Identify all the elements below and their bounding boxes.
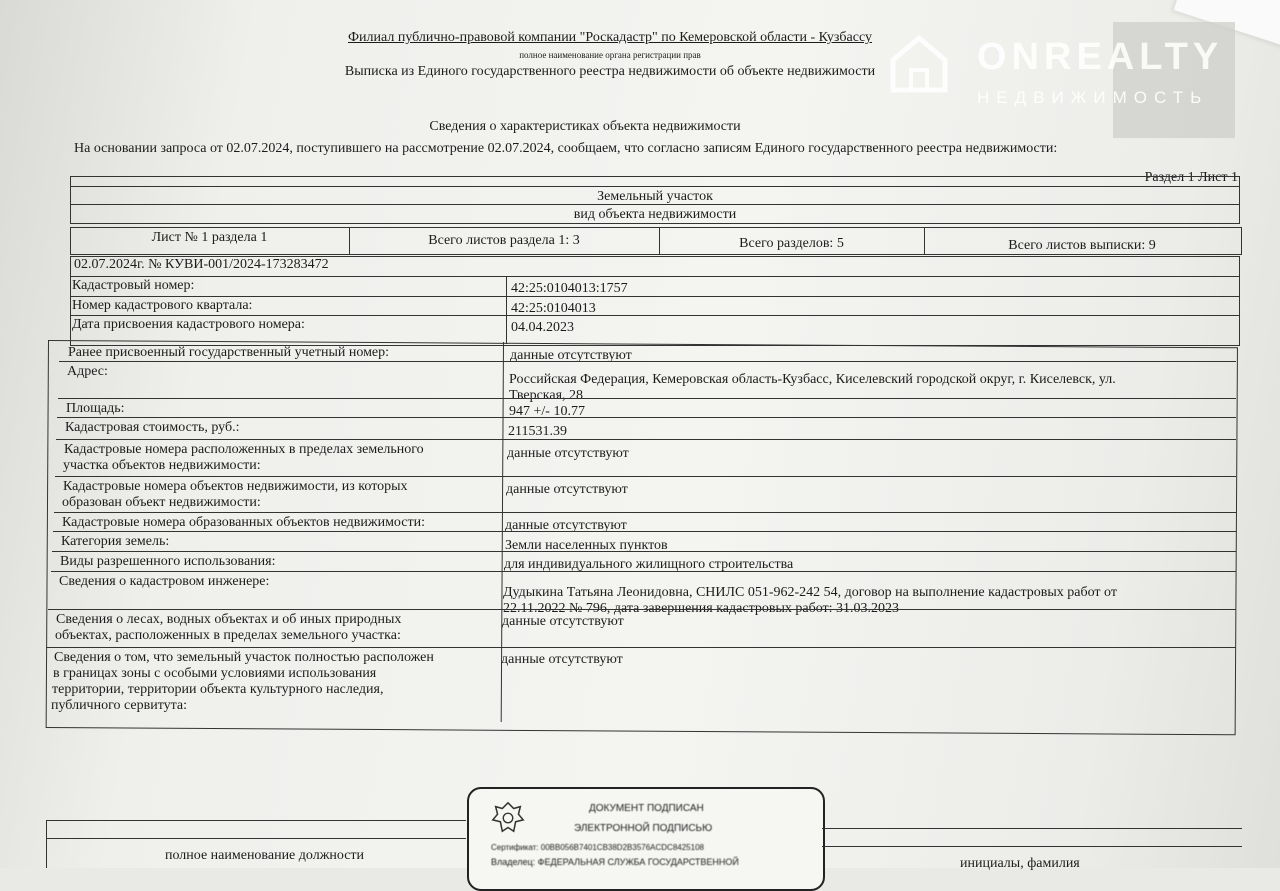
divider [51,571,1236,572]
divider [59,361,1236,362]
divider [46,820,466,821]
divider [46,647,1236,648]
divider [54,512,1236,513]
detail-value: данные отсутствуют [510,348,632,363]
id-value: 42:25:0104013 [511,301,596,316]
detail-label: Сведения о том, что земельный участок полностью расположен [54,650,434,665]
divider [822,846,1242,847]
emblem-icon [489,799,527,837]
detail-value: данные отсутствуют [507,446,629,461]
divider [58,398,1236,399]
detail-label: Кадастровые номера образованных объектов недвижимости: [62,515,425,530]
section-title: Сведения о характеристиках объекта недвижимости [429,119,741,134]
id-label: Номер кадастрового квартала: [72,298,253,313]
divider [46,820,47,868]
detail-value: Земли населенных пунктов [505,538,668,553]
detail-value: Дудыкина Татьяна Леонидовна, СНИЛС 051-962-242 54, договор на выполнение кадастровых работ от [503,585,1117,600]
document-number: 02.07.2024г. № КУВИ-001/2024-173283472 [74,257,329,272]
stamp-line2: ЭЛЕКТРОННОЙ ПОДПИСЬЮ [574,823,713,834]
detail-label: Кадастровые номера объектов недвижимости, из которых [63,479,408,494]
detail-label: Кадастровая стоимость, руб.: [65,420,240,435]
divider [55,476,1236,477]
watermark-brand: ONREALTY [977,36,1224,78]
detail-value: данные отсутствуют [506,482,628,497]
sheet-number: Лист № 1 раздела 1 [151,230,268,245]
detail-value: 22.11.2022 № 796, дата завершения кадастровых работ: 31.03.2023 [503,601,900,616]
detail-label: Площадь: [66,401,125,416]
detail-label: участка объектов недвижимости: [63,458,261,473]
organization-name: Филиал публично-правовой компании "Роскадастр" по Кемеровской области - Кузбассу [347,30,873,45]
detail-label: в границах зоны с особыми условиями использования [53,666,377,681]
detail-label: Виды разрешенного использования: [60,554,276,569]
id-value: 42:25:0104013:1757 [511,281,628,296]
electronic-signature-stamp [467,787,825,891]
total-sections: Всего разделов: 5 [739,236,844,251]
divider [70,186,1240,187]
detail-label: Категория земель: [61,534,170,549]
id-label: Кадастровый номер: [72,278,195,293]
divider [70,315,1240,316]
divider [46,838,466,839]
detail-label: публичного сервитута: [51,698,188,713]
divider [57,417,1236,418]
organization-caption: полное наименование органа регистрации прав [519,50,701,60]
divider [70,204,1240,205]
section-sheet-label: Раздел 1 Лист 1 [1144,170,1238,185]
divider [70,296,1240,297]
object-type: Земельный участок [597,189,713,204]
detail-value: Российская Федерация, Кемеровская область-Кузбасс, Киселевский городской округ, г. Киселевск, ул. [509,372,1116,387]
divider [52,551,1236,552]
detail-value: для индивидуального жилищного строительства [504,557,794,572]
detail-label: объектах, расположенных в пределах земельного участка: [55,628,401,643]
divider [506,276,507,344]
id-value: 04.04.2023 [511,320,574,335]
detail-label: Сведения о лесах, водных объектах и об иных природных [56,612,402,627]
detail-label: Сведения о кадастровом инженере: [59,574,270,589]
stamp-line1: ДОКУМЕНТ ПОДПИСАН [589,803,704,814]
total-sheets-section: Всего листов раздела 1: 3 [428,233,580,248]
object-type-caption: вид объекта недвижимости [573,207,737,222]
divider [48,609,1236,610]
detail-label: Ранее присвоенный государственный учетный номер: [68,345,390,360]
stamp-owner: Владелец: ФЕДЕРАЛЬНАЯ СЛУЖБА ГОСУДАРСТВЕННОЙ [491,857,739,867]
watermark-tagline: НЕДВИЖИМОСТЬ [977,88,1209,107]
detail-value: данные отсутствуют [502,614,624,629]
divider [53,531,1236,532]
extract-title: Выписка из Единого государственного реестра недвижимости об объекте недвижимости [344,64,876,79]
divider [56,439,1236,440]
detail-value: 947 +/- 10.77 [509,404,585,419]
position-caption: полное наименование должности [165,848,365,863]
stamp-certificate: Сертификат: 00BB056B7401CB38D2B3576ACDC8425108 [491,843,704,852]
name-caption: инициалы, фамилия [960,856,1080,871]
detail-value: Тверская, 28 [509,388,584,403]
detail-label: Кадастровые номера расположенных в пределах земельного [64,442,424,457]
detail-label: образован объект недвижимости: [62,495,261,510]
divider [822,828,1242,829]
basis-text: На основании запроса от 02.07.2024, поступившего на рассмотрение 02.07.2024, сообщаем, что согласно записям Единого государственного реестра недвижимости: [74,141,1058,156]
id-label: Дата присвоения кадастрового номера: [72,317,305,332]
total-sheets-extract: Всего листов выписки: 9 [1008,238,1156,253]
divider [70,276,1240,277]
detail-value: 211531.39 [508,424,567,439]
detail-value: данные отсутствуют [501,652,623,667]
detail-label: территории, территории объекта культурного наследия, [52,682,384,697]
detail-label: Адрес: [67,364,108,379]
detail-value: данные отсутствуют [505,518,627,533]
